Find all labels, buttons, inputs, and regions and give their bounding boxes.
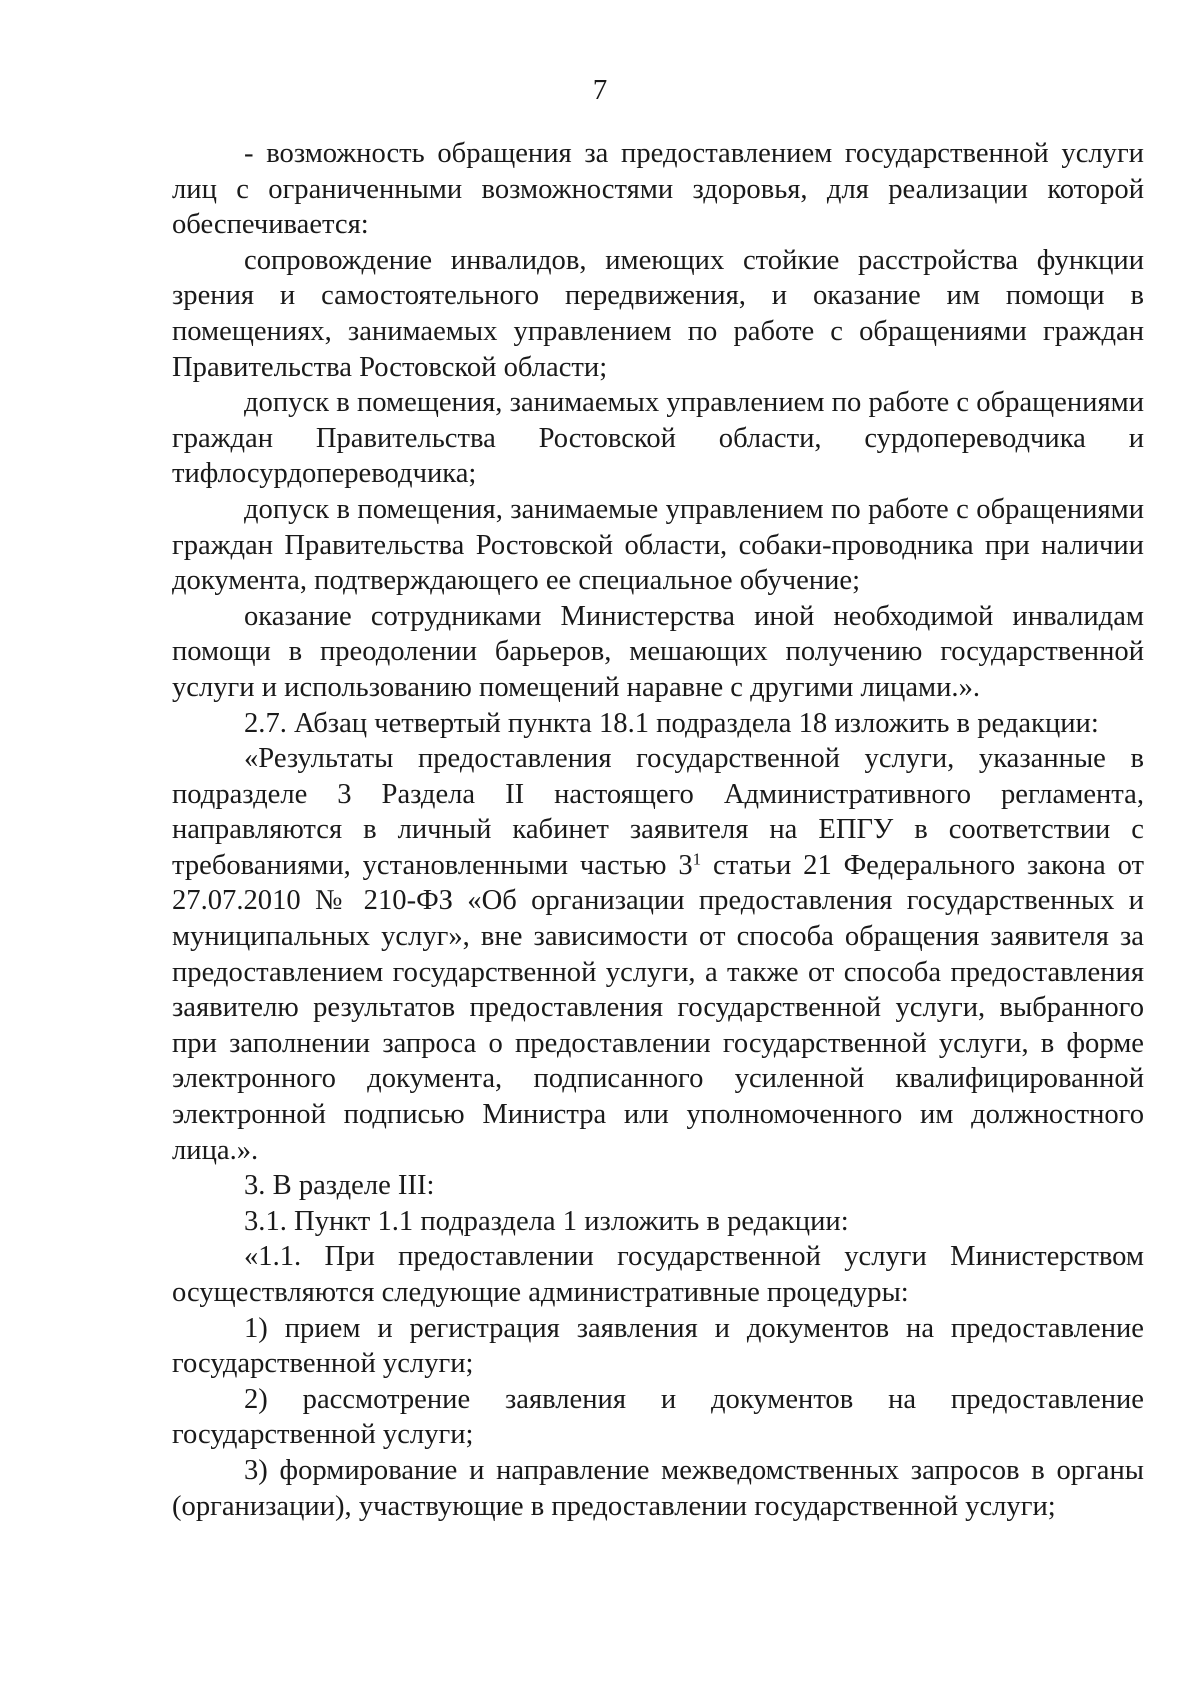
paragraph: 2) рассмотрение заявления и документов на предоставление государственной услуги; — [172, 1383, 1144, 1451]
paragraph: 3. В разделе III: — [244, 1170, 435, 1202]
superscript: 1 — [692, 849, 702, 869]
paragraph-text: «Результаты предоставления государственной услуги, указанные в подразделе 3 Раздела II настоящего Административного регламента, направляются в личный кабинет заявителя на ЕПГУ в соответствии с требованиями, установленными частью 3 — [172, 743, 1144, 881]
paragraph: 3.1. Пункт 1.1 подраздела 1 изложить в редакции: — [244, 1205, 849, 1237]
paragraph: «1.1. При предоставлении государственной услуги Министерством осуществляются следующие административные процедуры: — [172, 1241, 1144, 1308]
paragraph: 3) формирование и направление межведомственных запросов в органы (организации), участвующие в предоставлении государственной услуги; — [172, 1454, 1144, 1522]
document-body — [172, 136, 1144, 1524]
paragraph: оказание сотрудниками Министерства иной необходимой инвалидам помощи в преодолении барьеров, мешающих получению государственной услуги и использованию помещений наравне с другими лицами.». — [172, 600, 1144, 703]
paragraph-text: статьи 21 Федерального закона от 27.07.2010 № 210-ФЗ «Об организации предоставления государственных и муниципальных услуг», вне зависимости от способа обращения заявителя за предоставлением государственной услуги, а также от способа предоставления заявителю результатов предоставления государственной услуги, выбранного при заполнении запроса о предоставлении государственной услуги, в форме электронного документа, подписанного усиленной квалифицированной электронной подписью Министра или уполномоченного им должностного лица.». — [172, 849, 1144, 1166]
paragraph — [172, 741, 1144, 1168]
page-number: 7 — [592, 74, 608, 106]
paragraph: допуск в помещения, занимаемые управлением по работе с обращениями граждан Правительства Ростовской области, собаки-проводника при наличии документа, подтверждающего ее специальное обучение; — [172, 493, 1144, 597]
paragraph: допуск в помещения, занимаемых управлением по работе с обращениями граждан Правительства Ростовской области, сурдопереводчика и тифлосурдопереводчика; — [172, 387, 1144, 490]
paragraph: - возможность обращения за предоставлением государственной услуги лиц с ограниченными возможностями здоровья, для реализации которой обеспечивается: — [172, 138, 1144, 241]
paragraph: 2.7. Абзац четвертый пункта 18.1 подраздела 18 изложить в редакции: — [244, 707, 1099, 739]
paragraph: сопровождение инвалидов, имеющих стойкие расстройства функции зрения и самостоятельного передвижения, и оказание им помощи в помещениях, занимаемых управлением по работе с обращениями граждан Правительства Ростовской области; — [172, 244, 1144, 383]
paragraph: 1) прием и регистрация заявления и документов на предоставление государственной услуги; — [172, 1312, 1144, 1380]
